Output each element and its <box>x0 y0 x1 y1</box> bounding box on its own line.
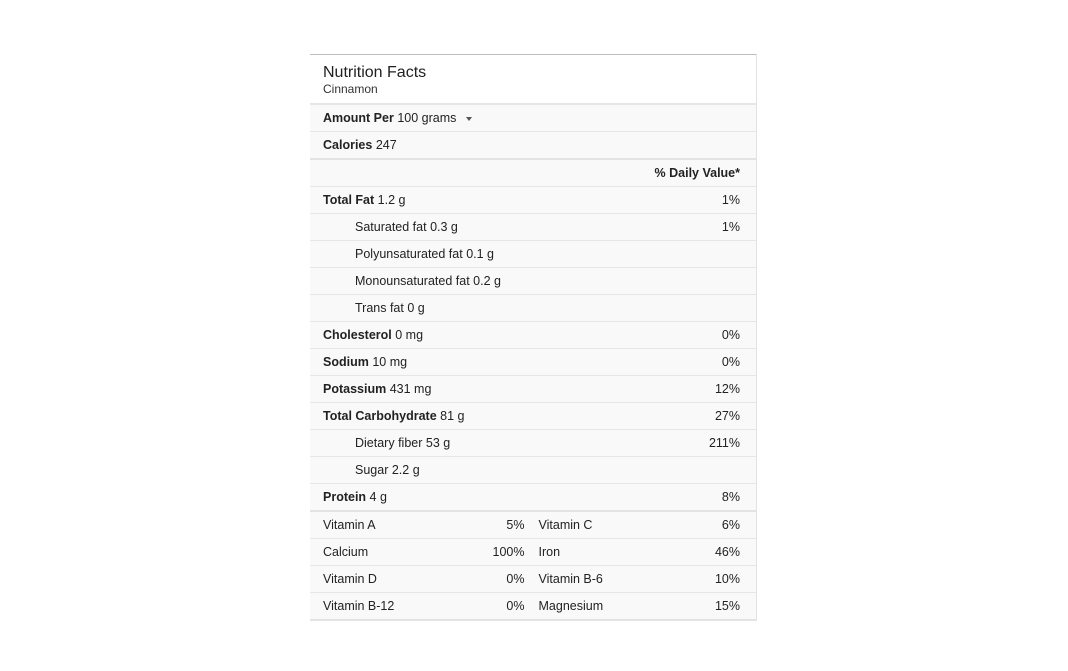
serving-size-value[interactable]: 100 grams <box>397 111 457 125</box>
nutrient-name: Monounsaturated fat <box>355 274 470 288</box>
vitamin-pct: 5% <box>506 518 525 532</box>
nutrient-amount: 53 g <box>425 436 451 450</box>
nutrient-row-sugar <box>310 457 756 484</box>
nutrient-name: Dietary fiber <box>355 436 423 450</box>
nutrient-name: Cholesterol <box>323 328 392 342</box>
nutrient-amount: 0 mg <box>395 328 424 342</box>
nutrient-pct: 12% <box>714 382 740 396</box>
nutrient-name: Sodium <box>323 355 369 369</box>
nutrient-amount: 0.2 g <box>473 274 501 288</box>
vitamin-pct: 0% <box>506 599 525 613</box>
nutrient-pct: 0% <box>721 355 740 369</box>
vitamin-name: Vitamin B-12 <box>323 599 395 613</box>
vitamin-name: Vitamin B-6 <box>538 572 603 586</box>
nutrient-row-trans-fat <box>310 295 756 322</box>
vitamin-pct: 6% <box>721 518 740 532</box>
serving-size-select[interactable] <box>397 111 472 125</box>
vitamin-row <box>310 593 756 619</box>
panel-header <box>310 55 756 105</box>
nutrient-amount: 1.2 g <box>377 193 406 207</box>
nutrient-pct: 27% <box>714 409 740 423</box>
daily-value-header <box>310 160 756 187</box>
panel-title: Nutrition Facts <box>323 64 427 81</box>
food-name: Cinnamon <box>323 82 378 96</box>
nutrient-row-protein <box>310 484 756 510</box>
vitamin-name: Vitamin C <box>538 518 593 532</box>
nutrition-facts-panel <box>310 54 757 621</box>
daily-value-label: % Daily Value* <box>654 166 740 180</box>
vitamin-row <box>310 512 756 539</box>
vitamin-pct: 100% <box>492 545 525 559</box>
vitamin-row <box>310 566 756 593</box>
vitamin-name: Vitamin A <box>323 518 376 532</box>
calories-value: 247 <box>375 138 397 152</box>
dropdown-caret-icon[interactable] <box>466 117 472 121</box>
vitamins-section <box>310 510 756 621</box>
nutrient-row-total-carbohydrate <box>310 403 756 430</box>
nutrient-pct: 0% <box>721 328 740 342</box>
nutrient-name: Total Fat <box>323 193 375 207</box>
nutrient-row-total-fat <box>310 187 756 214</box>
nutrient-name: Sugar <box>355 463 389 477</box>
nutrient-amount: 81 g <box>440 409 465 423</box>
vitamin-pct: 15% <box>714 599 740 613</box>
nutrient-amount: 0 g <box>407 301 425 315</box>
nutrient-name: Polyunsaturated fat <box>355 247 463 261</box>
nutrient-pct: 211% <box>708 436 740 450</box>
nutrient-name: Trans fat <box>355 301 404 315</box>
amount-label: Amount Per <box>323 111 394 125</box>
nutrient-name: Total Carbohydrate <box>323 409 437 423</box>
nutrient-row-polyunsaturated-fat <box>310 241 756 268</box>
nutrient-amount: 4 g <box>369 490 387 504</box>
vitamin-name: Iron <box>538 545 561 559</box>
serving-size-row <box>310 105 756 132</box>
vitamin-pct: 10% <box>714 572 740 586</box>
nutrient-amount: 0.3 g <box>430 220 458 234</box>
nutrient-row-dietary-fiber <box>310 430 756 457</box>
nutrient-row-saturated-fat <box>310 214 756 241</box>
vitamin-name: Calcium <box>323 545 369 559</box>
vitamin-pct: 0% <box>506 572 525 586</box>
nutrient-pct: 1% <box>721 220 740 234</box>
nutrient-amount: 431 mg <box>389 382 432 396</box>
vitamin-pct: 46% <box>714 545 740 559</box>
nutrient-pct: 1% <box>721 193 740 207</box>
nutrient-name: Potassium <box>323 382 387 396</box>
calories-label: Calories <box>323 138 373 152</box>
nutrient-row-sodium <box>310 349 756 376</box>
vitamin-name: Vitamin D <box>323 572 377 586</box>
nutrient-amount: 2.2 g <box>391 463 420 477</box>
nutrient-amount: 10 mg <box>372 355 408 369</box>
nutrient-row-monounsaturated-fat <box>310 268 756 295</box>
nutrient-pct: 8% <box>721 490 740 504</box>
nutrient-name: Saturated fat <box>355 220 427 234</box>
vitamin-name: Magnesium <box>538 599 604 613</box>
vitamin-row <box>310 539 756 566</box>
nutrient-amount: 0.1 g <box>466 247 495 261</box>
nutrient-row-potassium <box>310 376 756 403</box>
nutrient-name: Protein <box>323 490 367 504</box>
nutrient-row-cholesterol <box>310 322 756 349</box>
calories-row <box>310 132 756 160</box>
